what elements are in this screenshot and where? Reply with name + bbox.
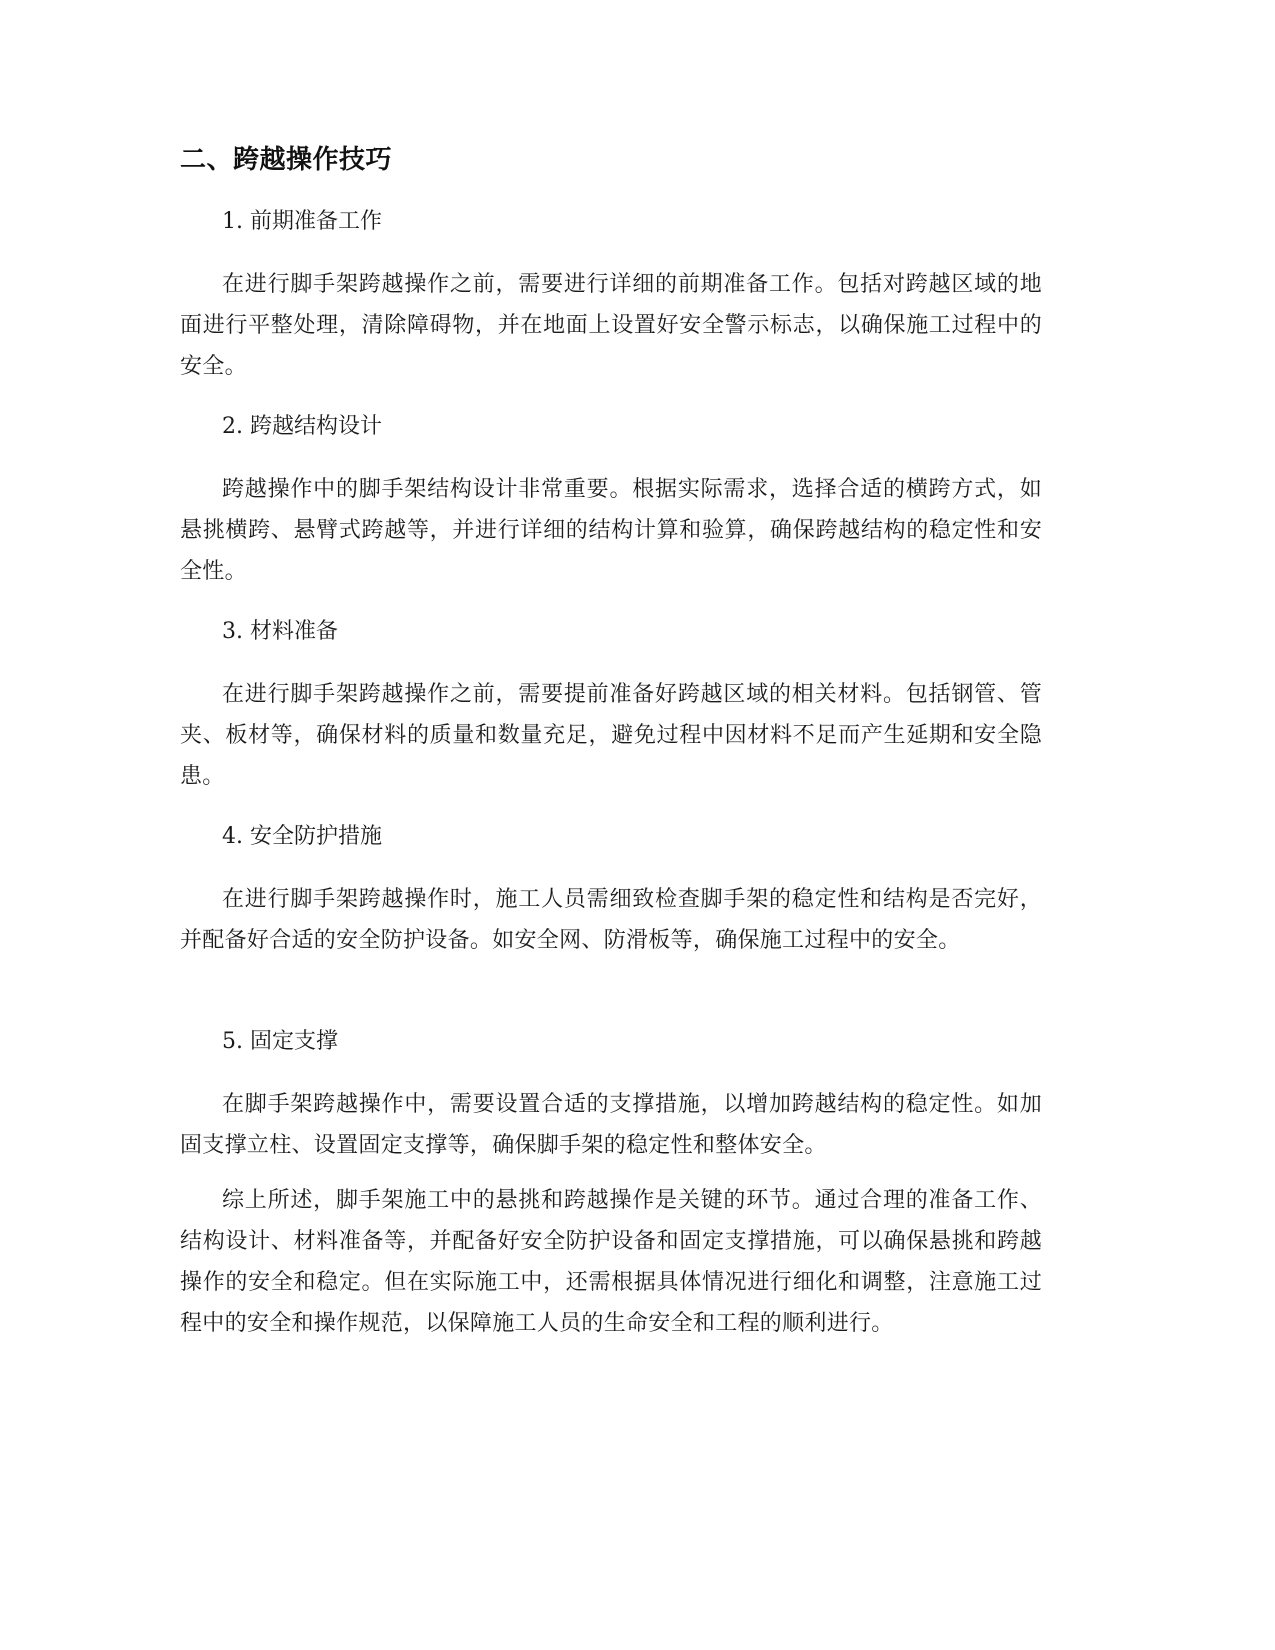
item-2-heading: 2. 跨越结构设计: [222, 414, 382, 439]
item-5-body: 在脚手架跨越操作中，需要设置合适的支撑措施，以增加跨越结构的稳定性。如加固支撑立柱、设置固定支撑等，确保脚手架的稳定性和整体安全。: [180, 1092, 1042, 1158]
item-4-heading: 4. 安全防护措施: [222, 824, 382, 849]
item-3-body: 在进行脚手架跨越操作之前，需要提前准备好跨越区域的相关材料。包括钢管、管夹、板材等，确保材料的质量和数量充足，避免过程中因材料不足而产生延期和安全隐患。: [180, 682, 1042, 789]
item-3-heading: 3. 材料准备: [222, 619, 338, 644]
item-1-body: 在进行脚手架跨越操作之前，需要进行详细的前期准备工作。包括对跨越区域的地面进行平整处理，清除障碍物，并在地面上设置好安全警示标志，以确保施工过程中的安全。: [180, 272, 1042, 379]
section-title: 二、跨越操作技巧: [180, 145, 393, 175]
item-1-heading: 1. 前期准备工作: [222, 209, 382, 234]
conclusion-paragraph: 综上所述，脚手架施工中的悬挑和跨越操作是关键的环节。通过合理的准备工作、结构设计、材料准备等，并配备好安全防护设备和固定支撑措施，可以确保悬挑和跨越操作的安全和稳定。但在实际施工中，还需根据具体情况进行细化和调整，注意施工过程中的安全和操作规范，以保障施工人员的生命安全和工程的顺利进行。: [180, 1188, 1042, 1336]
item-2-body: 跨越操作中的脚手架结构设计非常重要。根据实际需求，选择合适的横跨方式，如悬挑横跨、悬臂式跨越等，并进行详细的结构计算和验算，确保跨越结构的稳定性和安全性。: [180, 477, 1042, 584]
item-4-body: 在进行脚手架跨越操作时，施工人员需细致检查脚手架的稳定性和结构是否完好，并配备好合适的安全防护设备。如安全网、防滑板等，确保施工过程中的安全。: [180, 887, 1042, 953]
item-5-heading: 5. 固定支撑: [222, 1029, 338, 1054]
